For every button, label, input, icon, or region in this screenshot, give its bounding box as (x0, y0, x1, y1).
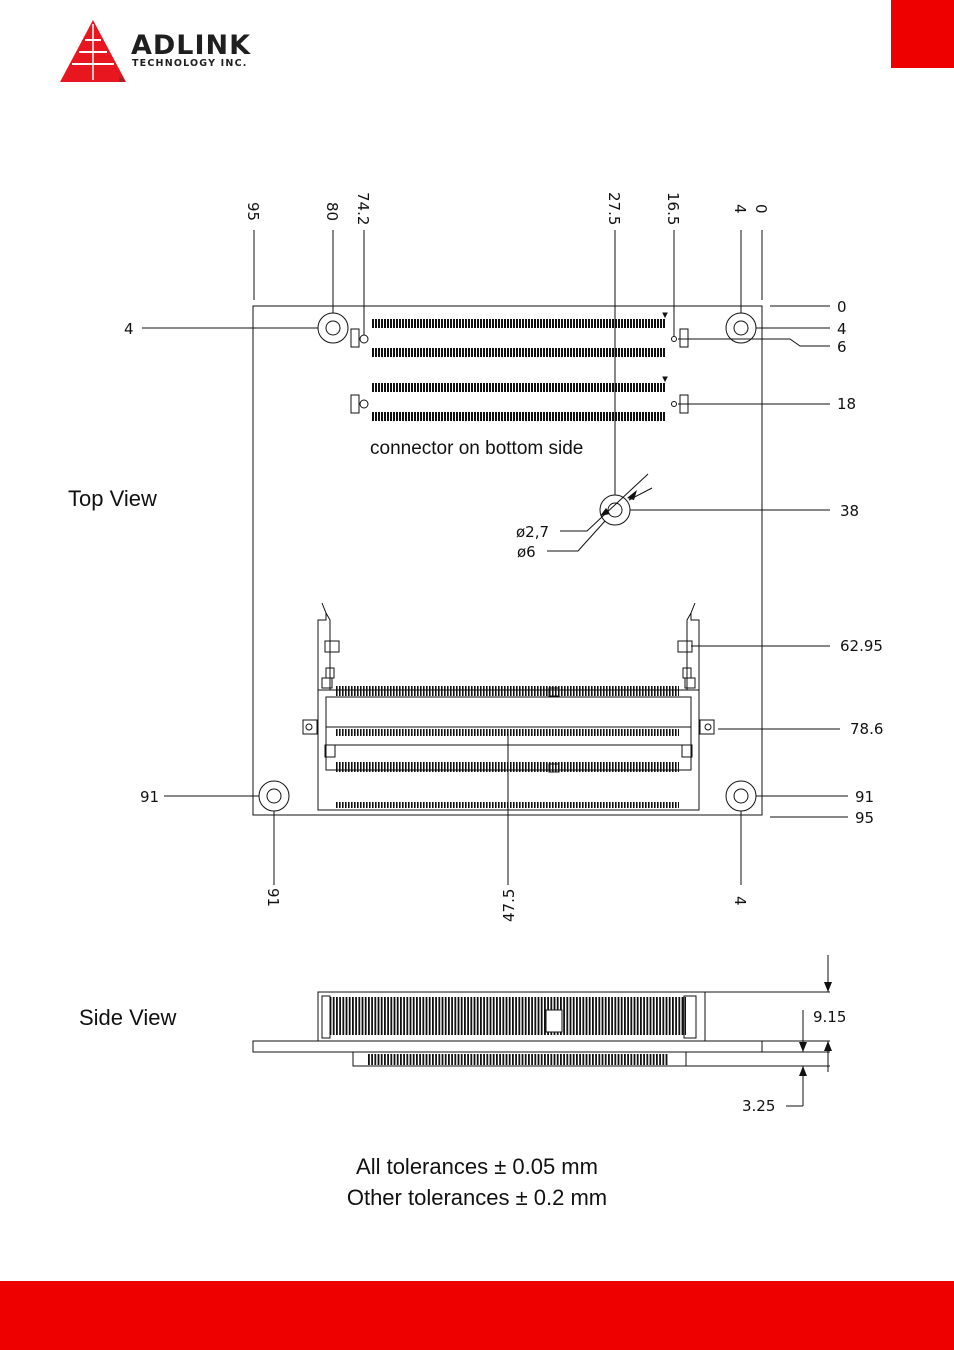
dim-bottom-47-5: 47.5 (500, 888, 518, 922)
dim-top-95: 95 (244, 202, 262, 222)
dim-side-9-15: 9.15 (813, 1008, 847, 1026)
dim-right-95: 95 (855, 809, 875, 827)
mounting-hole-bottom-right (726, 781, 756, 811)
dim-bottom-91: 91 (264, 888, 282, 908)
footer-red-bar (0, 1281, 954, 1350)
dim-left-91: 91 (140, 788, 160, 806)
mounting-hole-top-left (318, 313, 348, 343)
right-dimensions (837, 298, 883, 827)
dim-hole-outer: ø6 (517, 543, 536, 561)
registered-mark: ® (118, 76, 125, 84)
tolerance-note-2: Other tolerances ± 0.2 mm (346, 1185, 608, 1210)
dim-right-4: 4 (837, 320, 847, 338)
dim-top-74-2: 74.2 (354, 192, 372, 226)
dim-left-4: 4 (124, 320, 134, 338)
dim-right-18: 18 (837, 395, 857, 413)
bottom-connector-lower (351, 377, 688, 421)
dim-hole-inner: ø2,7 (516, 523, 550, 541)
dim-bottom-4: 4 (731, 896, 749, 906)
dim-top-16-5: 16.5 (664, 192, 682, 226)
dim-right-62-95: 62.95 (840, 637, 883, 655)
dim-top-0: 0 (752, 204, 770, 214)
side-view-label: Side View (79, 1005, 177, 1030)
brand-tagline: TECHNOLOGY INC. (132, 58, 248, 69)
dim-right-78-6: 78.6 (850, 720, 884, 738)
bottom-dimensions (264, 888, 749, 922)
top-dimensions (244, 192, 770, 225)
dim-top-80: 80 (323, 202, 341, 222)
dim-right-91: 91 (855, 788, 875, 806)
mounting-hole-bottom-left (259, 781, 289, 811)
dim-right-38: 38 (840, 502, 860, 520)
bottom-connector-upper (351, 313, 688, 357)
dim-top-4: 4 (731, 204, 749, 214)
dim-right-6: 6 (837, 338, 847, 356)
side-view-drawing (253, 955, 832, 1106)
top-view-label: Top View (68, 486, 157, 511)
dim-side-3-25: 3.25 (742, 1097, 776, 1115)
dim-top-27-5: 27.5 (605, 192, 623, 226)
tolerance-note-1: All tolerances ± 0.05 mm (356, 1154, 598, 1179)
connector-note: connector on bottom side (370, 438, 584, 459)
dim-right-0: 0 (837, 298, 847, 316)
brand-name: ADLINK (131, 30, 252, 61)
